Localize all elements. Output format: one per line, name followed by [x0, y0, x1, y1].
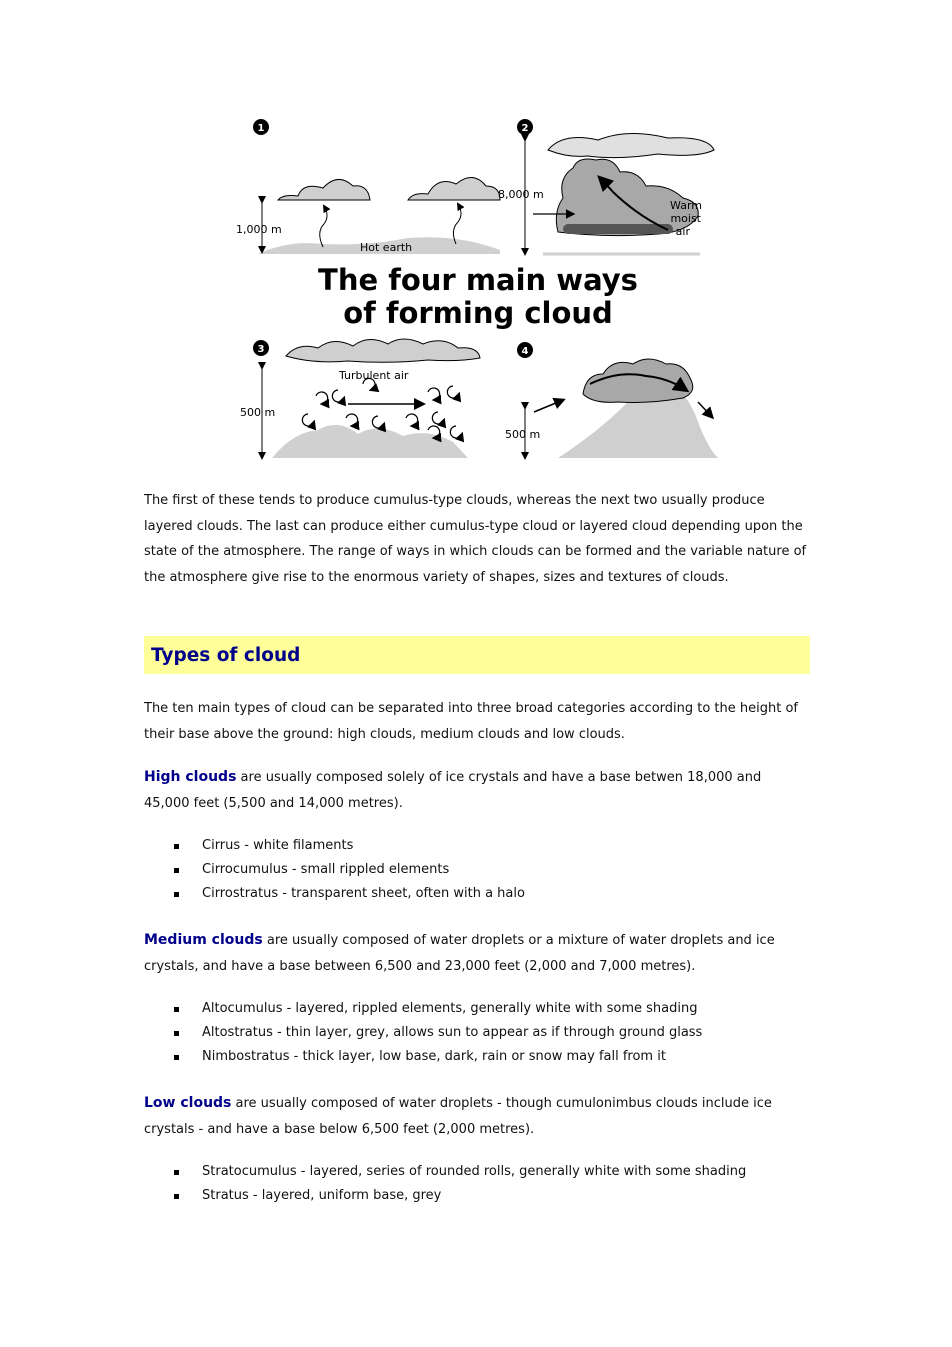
article-content: [144, 488, 810, 1230]
cumulus-cloud-2: [408, 177, 500, 200]
panel-3: [240, 339, 480, 458]
medium-clouds-list: [144, 997, 810, 1069]
stratus-cloud-layer: [286, 339, 480, 362]
height-label-2: 8,000 m: [498, 188, 544, 201]
marker-3-label: 3: [257, 344, 265, 355]
warm-label-1: Warm: [670, 199, 702, 212]
high-clouds-paragraph: [144, 765, 810, 816]
height-label-3: 500 m: [240, 406, 276, 419]
hills-ground: [272, 425, 468, 458]
low-clouds-list: [144, 1160, 810, 1208]
cloud-formation-figure: [228, 112, 728, 467]
figure-title-line-2: of forming cloud: [343, 296, 613, 330]
section-title: Types of cloud: [151, 644, 301, 666]
figure-title-line-1: The four main ways: [318, 263, 638, 297]
medium-clouds-text: are usually composed of water droplets or a mixture of water droplets and ice crystals, and have a base between 6,500 and 23,000 feet (2,000 and 7,000 metres).: [144, 933, 775, 974]
list-item: Cirrostratus - transparent sheet, often with a halo: [144, 882, 810, 906]
medium-clouds-heading: Medium clouds: [144, 932, 263, 948]
hot-earth-label: Hot earth: [360, 241, 413, 254]
types-intro-paragraph: The ten main types of cloud can be separated into three broad categories according to the height of their base above the ground: high clouds, medium clouds and low clouds.: [144, 701, 798, 742]
list-item: Altostratus - thin layer, grey, allows sun to appear as if through ground glass: [144, 1021, 810, 1045]
section-header: [144, 636, 810, 674]
panel-2: [498, 119, 714, 254]
low-clouds-text: are usually composed of water droplets - though cumulonimbus clouds include ice crystals - and have a base below 6,500 feet (2,000 metres).: [144, 1096, 772, 1137]
panel-1: [236, 119, 500, 254]
list-item: Stratocumulus - layered, series of rounded rolls, generally white with some shading: [144, 1160, 810, 1184]
medium-clouds-paragraph: [144, 928, 810, 979]
list-item: Cirrus - white filaments: [144, 834, 810, 858]
panel-4: [505, 342, 718, 458]
list-item: Stratus - layered, uniform base, grey: [144, 1184, 810, 1208]
high-clouds-list: [144, 834, 810, 906]
cumulonimbus-anvil: [548, 133, 714, 157]
marker-4-label: 4: [521, 346, 529, 357]
warm-label-2: moist: [670, 212, 701, 225]
turbulent-air-label: Turbulent air: [339, 369, 409, 382]
low-clouds-heading: Low clouds: [144, 1095, 232, 1111]
cumulus-cloud-1: [278, 179, 370, 200]
list-item: Altocumulus - layered, rippled elements, generally white with some shading: [144, 997, 810, 1021]
intro-paragraph: The first of these tends to produce cumulus-type clouds, whereas the next two usually produce layered clouds. The last can produce either cumulus-type cloud or layered cloud depending upon the state of the atmosphere. The range of ways in which clouds can be formed and the variable nature of the atmosphere give rise to the enormous variety of shapes, sizes and textures of clouds.: [144, 493, 807, 585]
warm-label-3: air: [675, 225, 690, 238]
list-item: Nimbostratus - thick layer, low base, dark, rain or snow may fall from it: [144, 1045, 810, 1069]
marker-2-label: 2: [521, 123, 529, 134]
low-clouds-paragraph: [144, 1091, 810, 1142]
list-item: Cirrocumulus - small rippled elements: [144, 858, 810, 882]
high-clouds-heading: High clouds: [144, 769, 237, 785]
marker-1-label: 1: [257, 123, 265, 134]
height-label-1: 1,000 m: [236, 223, 282, 236]
high-clouds-text: are usually composed solely of ice crystals and have a base betwen 18,000 and 45,000 feet (5,500 and 14,000 metres).: [144, 770, 762, 811]
cloud-base: [563, 224, 673, 234]
cloud-formation-diagram: [228, 112, 728, 467]
height-label-4: 500 m: [505, 428, 541, 441]
